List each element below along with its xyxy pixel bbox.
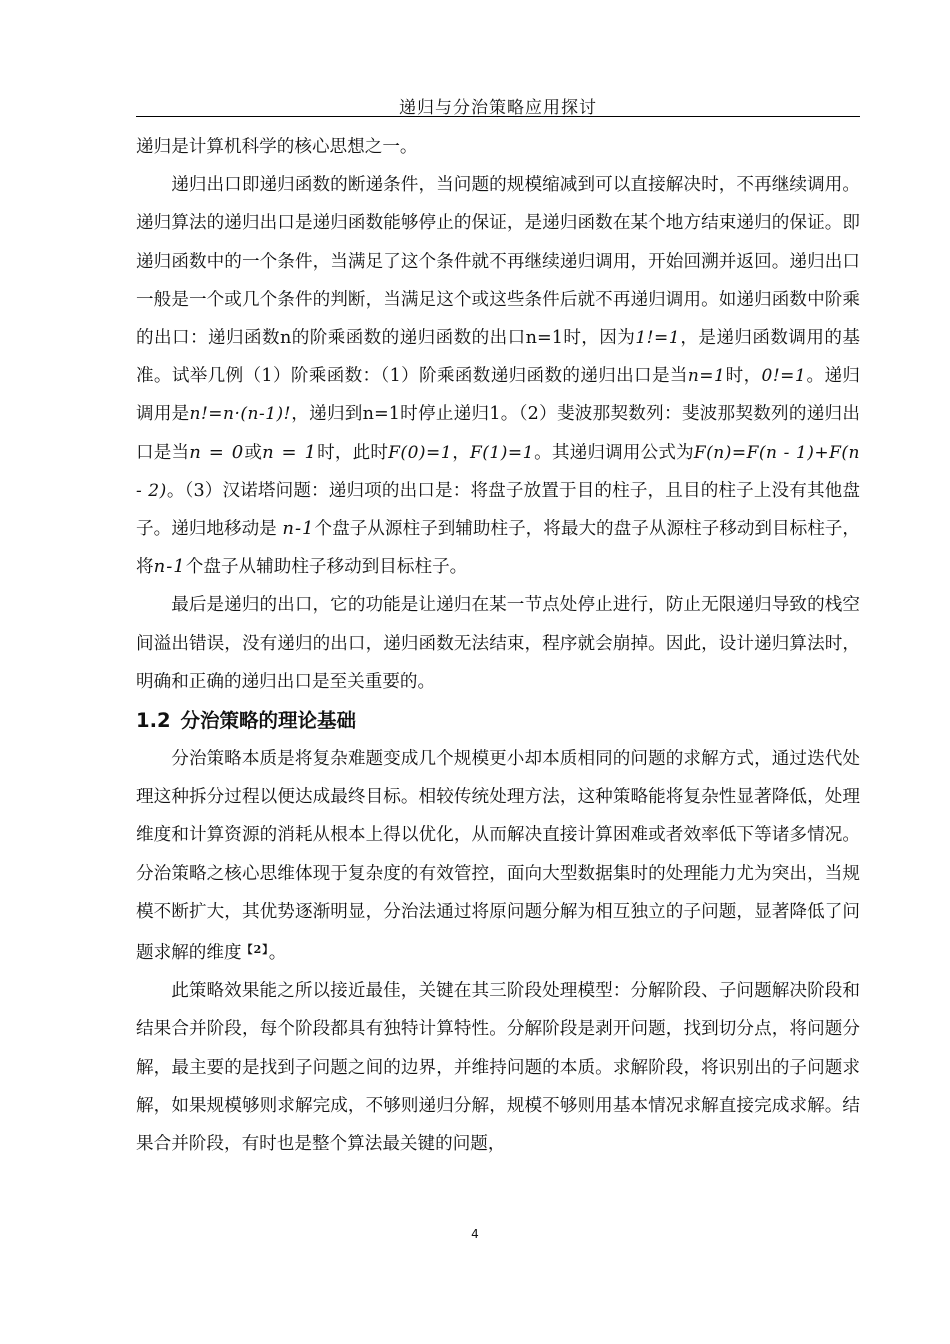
formula-factorial-zero: 0!=1 <box>761 366 807 387</box>
paragraph-4 <box>136 740 860 972</box>
p2-text-6: 或 <box>244 442 263 463</box>
page-number: 4 <box>471 1227 479 1241</box>
p2-text-4: 。递归调用是 <box>136 366 860 425</box>
formula-fibonacci: F(n)=F(n - 1)+F(n - 2) <box>136 442 860 501</box>
paragraph-5-text: 此策略效果能之所以接近最佳，关键在其三阶段处理模型：分解阶段、子问题解决阶段和结果合并阶段，每个阶段都具有独特计算特性。分解阶段是剥开问题，找到切分点，将问题分解，最主要的是找到子问题之间的边界，并维持问题的本质。求解阶段，将识别出的子问题求解，如果规模够则求解完成，不够则递归分解，规模不够则用基本情况求解直接完成求解。结果合并阶段，有时也是整个算法最关键的问题， <box>136 981 860 1155</box>
p2-text-10: 。（3）汉诺塔问题：递归项的出口是：将盘子放置于目的柱子，且目的柱子上没有其他盘子。递归地移动是 <box>136 480 860 540</box>
formula-n-eq-1: n=1 <box>687 366 726 387</box>
p2-text-2: ，是递归函数调用的基准。试举几例（1）阶乘函数：（1）阶乘函数递归函数的递归出口是当 <box>136 328 860 387</box>
p2-text-12: 个盘子从辅助柱子移动到目标柱子。 <box>185 557 468 578</box>
p2-text-1: 递归出口即递归函数的断递条件，当问题的规模缩减到可以直接解决时，不再继续调用。递归算法的递归出口是递归函数能够停止的保证，是递归函数在某个地方结束递归的保证。即递归函数中的一个条件，当满足了这个条件就不再继续递归调用，开始回溯并返回。递归出口一般是一个或几个条件的判断，当满足这个或这些条件后就不再递归调用。如递归函数中阶乘的出口：递归函数n的阶乘函数的递归函数的出口n=1时，因为 <box>136 175 860 349</box>
p2-text-7: 时，此时 <box>316 442 389 463</box>
p2-text-8: ， <box>452 442 470 463</box>
paragraph-3 <box>136 586 860 701</box>
header-rule <box>136 116 860 117</box>
formula-f1: F(1)=1 <box>470 442 534 463</box>
p2-text-11: 个盘子从源柱子到辅助柱子，将最大的盘子从源柱子移动到目标柱子，将 <box>136 519 860 578</box>
citation-marker: 【2】 <box>241 943 269 957</box>
section-heading <box>136 703 860 739</box>
p2-text-9: 。其递归调用公式为 <box>533 442 694 463</box>
paragraph-4-end: 。 <box>268 943 287 964</box>
section-title: 分治策略的理论基础 <box>180 709 357 733</box>
formula-n-minus-1-b: n-1 <box>153 556 186 578</box>
running-header-title: 递归与分治策略应用探讨 <box>399 98 597 118</box>
paragraph-3-text: 最后是递归的出口，它的功能是让递归在某一节点处停止进行，防止无限递归导致的栈空间溢出错误，没有递归的出口，递归函数无法结束，程序就会崩掉。因此，设计递归算法时，明确和正确的递归出口是至关重要的。 <box>136 595 860 692</box>
formula-factorial-one: 1!=1 <box>635 328 681 349</box>
formula-n-eq-0: n = 0 <box>189 441 245 463</box>
paragraph-1 <box>136 128 860 166</box>
paragraph-1-text: 递归是计算机科学的核心思想之一。 <box>136 137 418 157</box>
formula-n-eq-1-fib: n = 1 <box>262 441 317 463</box>
formula-factorial-recursion: n!=n·(n-1)! <box>189 404 292 425</box>
paragraph-5 <box>136 972 860 1163</box>
body-text <box>136 128 860 1163</box>
p2-text-5: ，递归到n=1时停止递归1。（2）斐波那契数列：斐波那契数列的递归出口是当 <box>136 404 860 463</box>
formula-f0: F(0)=1 <box>388 442 453 463</box>
paragraph-2 <box>136 166 860 586</box>
paragraph-4-text: 分治策略本质是将复杂难题变成几个规模更小却本质相同的问题的求解方式，通过迭代处理这种拆分过程以便达成最终目标。相较传统处理方法，这种策略能将复杂性显著降低，处理维度和计算资源的消耗从根本上得以优化，从而解决直接计算困难或者效率低下等诸多情况。分治策略之核心思维体现于复杂度的有效管控，面向大型数据集时的处理能力尤为突出，当规模不断扩大，其优势逐渐明显，分治法通过将原问题分解为相互独立的子问题，显著降低了问题求解的维度 <box>136 749 860 964</box>
formula-n-minus-1-a: n-1 <box>282 518 315 540</box>
p2-text-3: 时， <box>725 366 762 387</box>
section-number: 1.2 <box>136 709 171 733</box>
